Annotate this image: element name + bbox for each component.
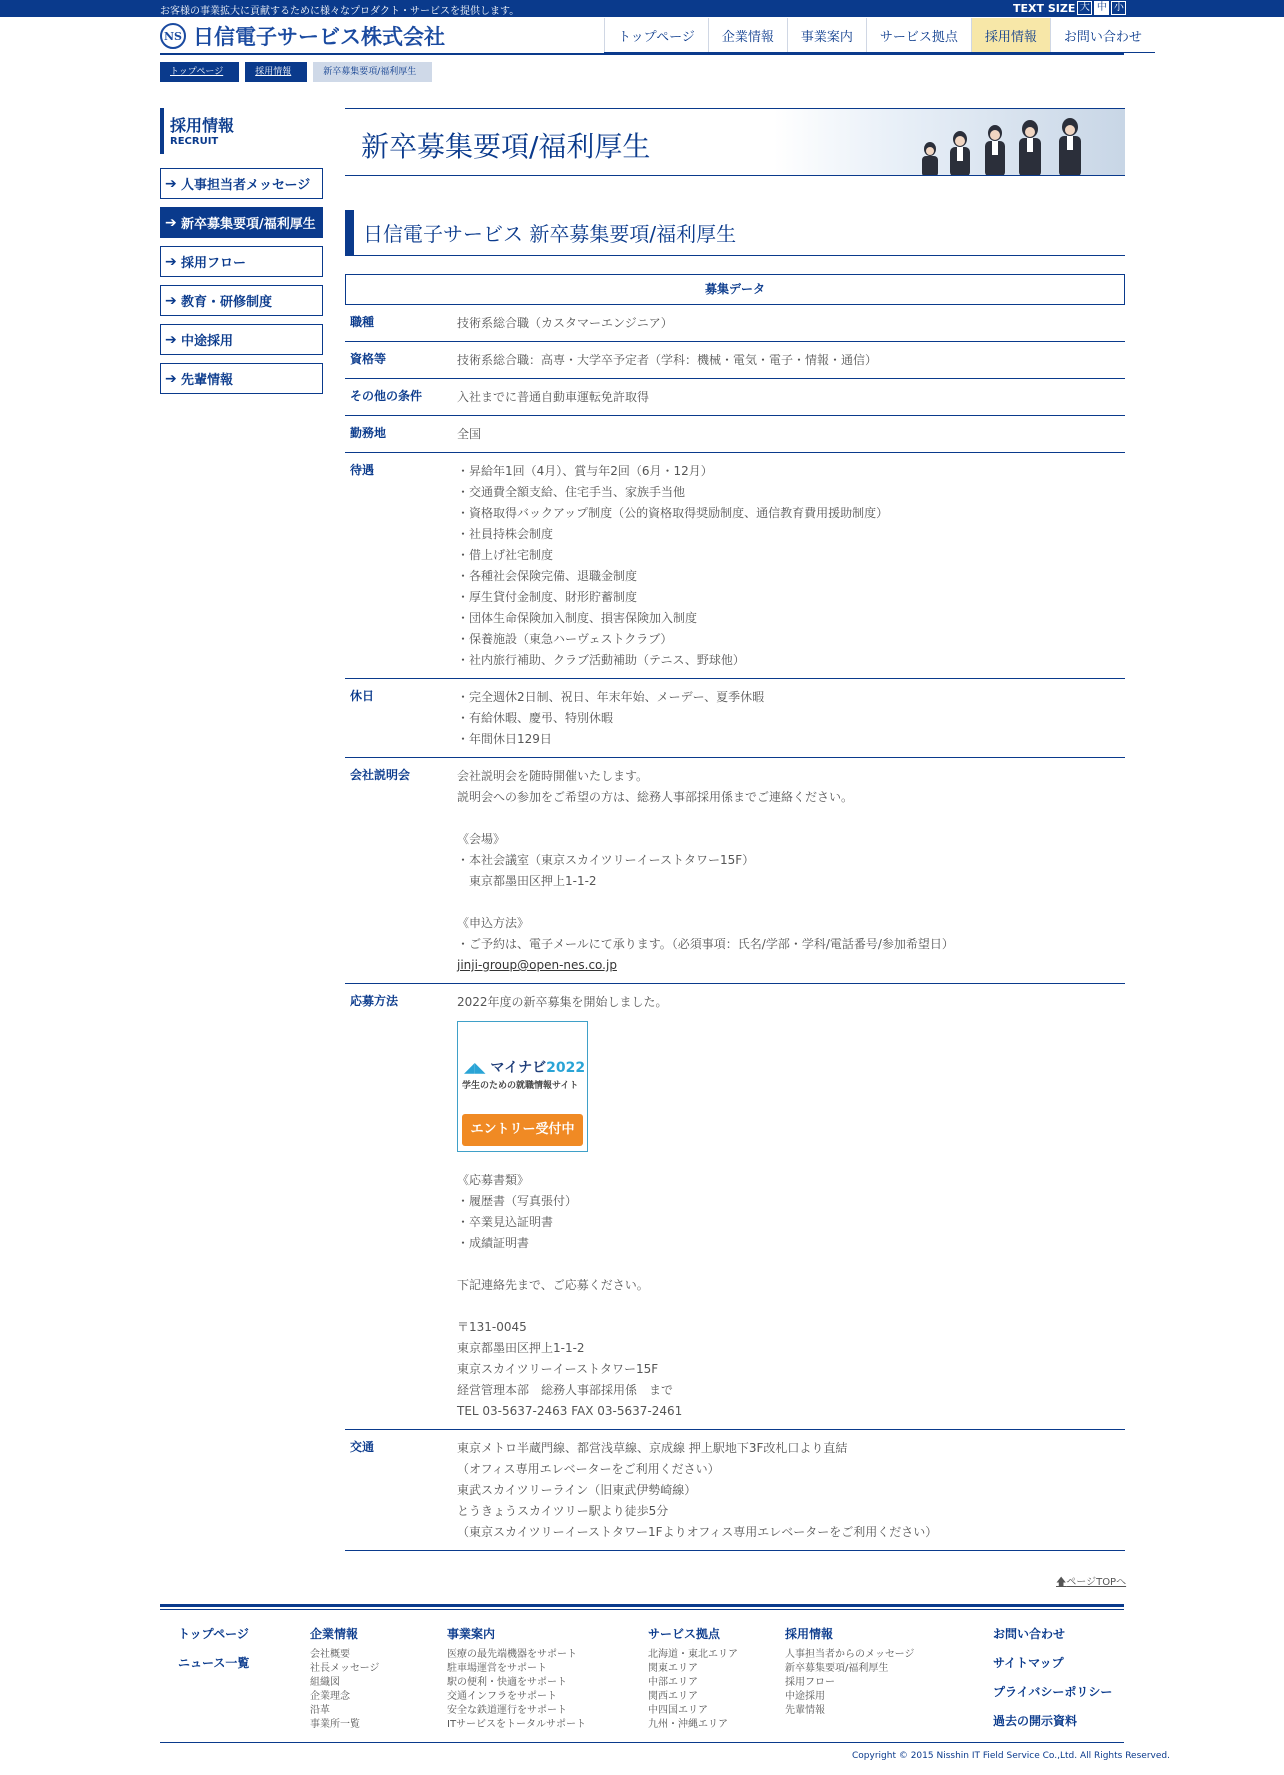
row-line: ・保養施設（東急ハーヴェストクラブ）	[457, 632, 673, 646]
footer-link[interactable]: 会社概要	[310, 1649, 350, 1660]
text-size-medium-button[interactable]: 中	[1094, 1, 1109, 15]
footer-link[interactable]: 交通インフラをサポート	[447, 1691, 557, 1702]
row-key: その他の条件	[350, 389, 423, 403]
footer-link[interactable]: 中四国エリア	[648, 1705, 708, 1716]
breadcrumb-current: 新卒募集要項/福利厚生	[313, 62, 432, 82]
mynavi-year: 2022	[546, 1060, 586, 1076]
arrow-right-icon: ➔	[165, 253, 177, 270]
footer-link-contact[interactable]: お問い合わせ	[993, 1627, 1066, 1641]
footer-link[interactable]: ITサービスをトータルサポート	[447, 1719, 587, 1730]
sidebar-item-seniors[interactable]	[160, 363, 323, 394]
footer-link[interactable]: 医療の最先端機器をサポート	[447, 1649, 577, 1660]
row-key: 休日	[350, 689, 375, 703]
arrow-right-icon: ➔	[165, 214, 177, 231]
footer-col-service	[648, 1625, 738, 1732]
row-line: 東京都墨田区押上1-1-2	[457, 1341, 585, 1355]
footer-link[interactable]: 組織図	[310, 1677, 340, 1688]
footer-heading[interactable]: 企業情報	[310, 1627, 359, 1641]
row-line: ・昇給年1回（4月）、賞与年2回（6月・12月）	[457, 464, 713, 478]
breadcrumb	[160, 62, 432, 82]
row-line: 入社までに普通自動車運転免許取得	[457, 390, 650, 404]
table-row	[345, 379, 1125, 416]
row-line: 説明会への参加をご希望の方は、総務人事部採用係までご連絡ください。	[457, 790, 854, 804]
footer-link-news[interactable]: ニュース一覧	[178, 1656, 250, 1670]
footer-link[interactable]: 関西エリア	[648, 1691, 698, 1702]
footer-col-main	[178, 1625, 249, 1683]
page-top-link[interactable]	[1056, 1573, 1126, 1592]
nav-recruit[interactable]: 採用情報	[971, 18, 1050, 52]
row-value	[457, 453, 1125, 678]
text-size-label: TEXT SIZE	[1013, 1, 1076, 15]
table-row	[345, 1430, 1125, 1551]
row-line: ・履歴書（写真張付）	[457, 1194, 578, 1208]
footer-link[interactable]: 社長メッセージ	[310, 1663, 380, 1674]
footer-link[interactable]: 中途採用	[785, 1691, 825, 1702]
row-line	[457, 1296, 1125, 1317]
footer-link[interactable]: 関東エリア	[648, 1663, 698, 1674]
table-row	[345, 679, 1125, 758]
footer-link-disclosure[interactable]: 過去の開示資料	[993, 1714, 1078, 1728]
footer-link[interactable]: 事業所一覧	[310, 1719, 360, 1730]
row-line: 東京都墨田区押上1-1-2	[457, 874, 597, 888]
footer-col-recruit	[785, 1625, 914, 1718]
row-line: 2022年度の新卒募集を開始しました。	[457, 995, 668, 1009]
recruit-table	[345, 274, 1125, 1551]
company-name: 日信電子サービス株式会社	[193, 25, 445, 49]
row-key: 交通	[350, 1440, 375, 1454]
row-line: 《会場》	[457, 832, 506, 846]
row-line: 全国	[457, 427, 482, 441]
global-nav	[604, 18, 1155, 53]
row-value	[457, 416, 1125, 452]
footer-heading[interactable]: 事業案内	[447, 1627, 496, 1641]
footer-divider	[160, 1604, 1124, 1607]
footer-link[interactable]: 新卒募集要項/福利厚生	[785, 1663, 889, 1674]
row-line: ・団体生命保険加入制度、損害保険加入制度	[457, 611, 698, 625]
row-line: 東京メトロ半蔵門線、都営浅草線、京成線 押上駅地下3F改札口より直結	[457, 1441, 848, 1455]
text-size-large-button[interactable]: 大	[1077, 1, 1092, 15]
row-line: ・社員持株会制度	[457, 527, 554, 541]
mynavi-logo-text: マイナビ	[490, 1060, 547, 1076]
row-line: TEL 03-5637-2463 FAX 03-5637-2461	[457, 1404, 683, 1418]
footer-link-sitemap[interactable]: サイトマップ	[993, 1656, 1064, 1670]
arrow-right-icon: ➔	[165, 292, 177, 309]
row-line: ・完全週休2日制、祝日、年末年始、メーデー、夏季休暇	[457, 690, 765, 704]
footer-col-business	[447, 1625, 586, 1732]
email-link[interactable]: jinji-group@open-nes.co.jp	[457, 958, 617, 972]
footer-link[interactable]: 人事担当者からのメッセージ	[785, 1649, 915, 1660]
footer-link[interactable]: 沿革	[310, 1705, 330, 1716]
sidebar-item-newgrad[interactable]	[160, 207, 323, 238]
row-value	[457, 342, 1125, 378]
sidebar-item-midcareer[interactable]	[160, 324, 323, 355]
tagline: お客様の事業拡大に貢献するために様々なプロダクト・サービスを提供します。	[160, 6, 520, 17]
row-line: とうきょうスカイツリー駅より徒歩5分	[457, 1504, 669, 1518]
text-size-control	[1013, 1, 1126, 15]
row-value	[457, 1430, 1125, 1550]
sidebar-item-message[interactable]	[160, 168, 323, 199]
row-line: ・交通費全額支給、住宅手当、家族手当他	[457, 485, 686, 499]
footer-heading[interactable]: サービス拠点	[648, 1627, 721, 1641]
row-line: ・卒業見込証明書	[457, 1215, 554, 1229]
footer-divider-thin	[160, 1609, 1124, 1610]
nav-top[interactable]: トップページ	[604, 18, 708, 52]
table-row	[345, 984, 1125, 1430]
row-line: 《応募書類》	[457, 1173, 530, 1187]
footer-link[interactable]: 企業理念	[310, 1691, 350, 1702]
row-value	[457, 379, 1125, 415]
row-key: 勤務地	[350, 426, 387, 440]
row-line: ・有給休暇、慶弔、特別休暇	[457, 711, 614, 725]
footer-link[interactable]: 駐車場運営をサポート	[447, 1663, 547, 1674]
people-photo-icon	[905, 109, 1125, 176]
row-key: 応募方法	[350, 994, 399, 1008]
row-line: 東京スカイツリーイーストタワー15F	[457, 1362, 659, 1376]
row-key: 待遇	[350, 463, 375, 477]
row-line: 下記連絡先まで、ご応募ください。	[457, 1278, 649, 1292]
header-divider	[160, 53, 1124, 55]
row-line: ・社内旅行補助、クラブ活動補助（テニス、野球他）	[457, 653, 745, 667]
footer-link[interactable]: 安全な鉄道運行をサポート	[447, 1705, 567, 1716]
row-value	[457, 984, 1125, 1429]
footer-link[interactable]: 中部エリア	[648, 1677, 698, 1688]
breadcrumb-top[interactable]: トップページ	[160, 62, 239, 82]
row-line: ・各種社会保険完備、退職金制度	[457, 569, 638, 583]
row-line: 技術系総合職（カスタマーエンジニア）	[457, 316, 673, 330]
row-line: ・年間休日129日	[457, 732, 552, 746]
footer-link[interactable]: 九州・沖縄エリア	[648, 1719, 728, 1730]
footer-link[interactable]: 駅の便利・快適をサポート	[447, 1677, 567, 1688]
row-line: ・厚生貸付金制度、財形貯蓄制度	[457, 590, 638, 604]
row-line: ・借上げ社宅制度	[457, 548, 554, 562]
footer-heading[interactable]: 採用情報	[785, 1627, 834, 1641]
mynavi-mark-icon: ◢◣	[464, 1060, 486, 1076]
arrow-right-icon: ➔	[165, 370, 177, 387]
row-line: 経営管理本部 総務人事部採用係 まで	[457, 1383, 674, 1397]
mynavi-entry-banner[interactable]	[457, 1021, 588, 1152]
row-line	[457, 1254, 1125, 1275]
footer-link[interactable]: 北海道・東北エリア	[648, 1649, 738, 1660]
footer-link[interactable]: 採用フロー	[785, 1677, 835, 1688]
nav-contact[interactable]: お問い合わせ	[1050, 18, 1155, 52]
mynavi-subtitle: 学生のための就職情報サイト	[462, 1081, 579, 1091]
entry-button[interactable]: エントリー受付中	[462, 1114, 583, 1146]
row-line: ・資格取得バックアップ制度（公的資格取得奨励制度、通信教育費用援助制度）	[457, 506, 889, 520]
section-title: 日信電子サービス 新卒募集要項/福利厚生	[345, 210, 1125, 256]
company-logo[interactable]	[160, 22, 445, 50]
hero-banner	[345, 108, 1125, 176]
row-value	[457, 679, 1125, 757]
row-value	[457, 758, 1125, 983]
table-row	[345, 453, 1125, 679]
nav-service[interactable]: サービス拠点	[866, 18, 971, 52]
sidebar-item-label: 採用フロー	[181, 256, 247, 271]
copyright: Copyright © 2015 Nisshin IT Field Service Co.,Ltd. All Rights Reserved.	[852, 1751, 1170, 1761]
footer-link-top[interactable]: トップページ	[178, 1627, 249, 1641]
text-size-small-button[interactable]: 小	[1111, 1, 1126, 15]
sidebar-item-flow[interactable]	[160, 246, 323, 277]
table-row	[345, 305, 1125, 342]
footer-bottom-divider	[160, 1742, 1124, 1743]
row-key: 資格等	[350, 352, 387, 366]
table-row	[345, 342, 1125, 379]
arrow-right-icon: ➔	[165, 175, 177, 192]
arrow-up-icon: 🡅	[1056, 1577, 1067, 1588]
sidebar-item-label: 中途採用	[181, 334, 234, 349]
sidebar-item-label: 先輩情報	[181, 373, 234, 388]
page-title: 新卒募集要項/福利厚生	[361, 130, 651, 163]
row-line: 技術系総合職：高専・大学卒予定者（学科：機械・電気・電子・情報・通信）	[457, 353, 878, 367]
footer-link[interactable]: 先輩情報	[785, 1705, 825, 1716]
row-line: ・本社会議室（東京スカイツリーイーストタワー15F）	[457, 853, 755, 867]
sidebar-item-label: 人事担当者メッセージ	[181, 178, 311, 193]
sidebar-item-label: 新卒募集要項/福利厚生	[181, 217, 316, 232]
sidebar-title: 採用情報	[170, 116, 235, 135]
page-top-label: ページTOPへ	[1066, 1577, 1127, 1588]
row-line: 〒131-0045	[457, 1320, 527, 1334]
sidebar-subtitle: RECRUIT	[170, 136, 219, 147]
footer-link-privacy[interactable]: プライバシーポリシー	[993, 1685, 1113, 1699]
footer-col-company	[310, 1625, 379, 1732]
row-line	[457, 892, 1125, 913]
nav-business[interactable]: 事業案内	[787, 18, 866, 52]
sidebar-item-training[interactable]	[160, 285, 323, 316]
table-header: 募集データ	[345, 274, 1125, 305]
row-line: ・ご予約は、電子メールにて承ります。（必須事項：氏名/学部・学科/電話番号/参加希望日）	[457, 937, 954, 951]
row-key: 職種	[350, 315, 375, 329]
row-line: （オフィス専用エレベーターをご利用ください）	[457, 1462, 720, 1476]
sidebar-heading	[160, 108, 325, 154]
logo-mark-icon: NS	[160, 23, 186, 49]
row-line: （東京スカイツリーイーストタワー1Fよりオフィス専用エレベーターをご利用ください）	[457, 1525, 938, 1539]
table-row	[345, 416, 1125, 453]
row-line: ・成績証明書	[457, 1236, 530, 1250]
row-key: 会社説明会	[350, 768, 411, 782]
footer-col-misc	[993, 1625, 1112, 1741]
top-strip	[0, 0, 1284, 17]
row-value	[457, 305, 1125, 341]
sidebar-item-label: 教育・研修制度	[181, 295, 273, 310]
arrow-right-icon: ➔	[165, 331, 177, 348]
row-line	[457, 808, 1125, 829]
mynavi-logo	[464, 1057, 585, 1077]
row-line: 東武スカイツリーライン（旧東武伊勢崎線）	[457, 1483, 697, 1497]
row-line: 会社説明会を随時開催いたします。	[457, 769, 649, 783]
table-row	[345, 758, 1125, 984]
row-line: 《申込方法》	[457, 916, 530, 930]
nav-company[interactable]: 企業情報	[708, 18, 787, 52]
breadcrumb-recruit[interactable]: 採用情報	[245, 62, 307, 82]
